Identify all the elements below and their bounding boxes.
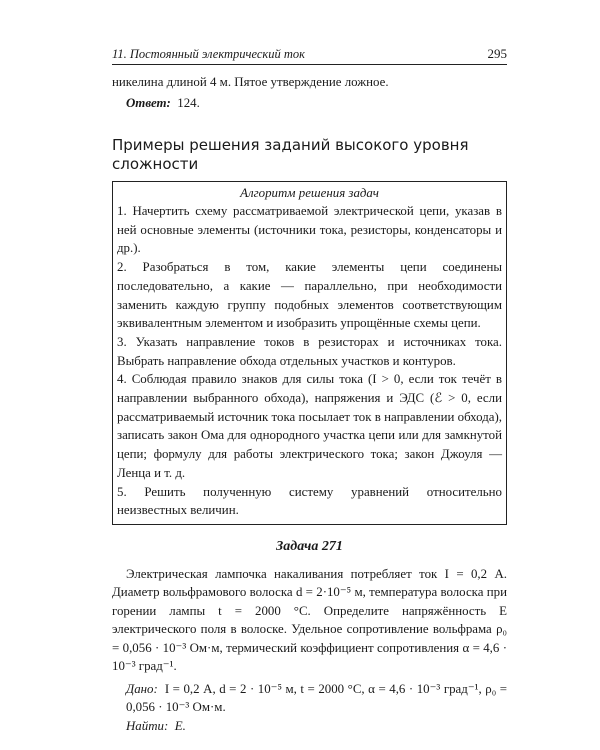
find-line bbox=[112, 717, 507, 736]
algorithm-box bbox=[112, 181, 507, 525]
page-number: 295 bbox=[487, 46, 507, 61]
answer-value: 124. bbox=[177, 95, 200, 110]
given-line bbox=[112, 680, 507, 717]
algorithm-step-1: 1. Начертить схему рассматриваемой электрической цепи, указав в ней основные элементы (источники тока, резисторы, конденсаторы и др.). bbox=[117, 204, 502, 256]
find-value: E. bbox=[174, 718, 186, 733]
running-header bbox=[112, 46, 507, 65]
algorithm-step-5: 5. Решить полученную систему уравнений относительно неизвестных величин. bbox=[117, 484, 502, 518]
task-title: Задача 271 bbox=[276, 538, 343, 554]
algorithm-step-2: 2. Разобраться в том, какие элементы цепи соединены последовательно, а какие — параллельно, при необходимости заменить каждую группу подобных элементов соответствующим эквивалентным элементом и изобразить упрощённые схемы цепи. bbox=[117, 260, 502, 331]
given-value: I = 0,2 А, d = 2 · 10⁻⁵ м, t = 2000 °С, α = 4,6 · 10⁻³ град⁻¹, ρ₀ = 0,056 · 10⁻³ Ом·м. bbox=[126, 681, 507, 715]
section-heading: 11. Постоянный электрический ток bbox=[112, 47, 306, 61]
algorithm-step-4: 4. Соблюдая правило знаков для силы тока (I > 0, если ток течёт в направлении выбранного обхода), напряжения и ЭДС (ℰ > 0, если рассматриваемый источник тока посылает ток в направлении обхода), записать закон Ома для однородного участка цепи или для замкнутой цепи; формулу для работы электрического тока; закон Джоуля — Ленца и т. д. bbox=[117, 372, 502, 480]
page bbox=[112, 46, 507, 735]
previous-text-end: никелина длиной 4 м. Пятое утверждение ложное. bbox=[112, 75, 389, 89]
algorithm-step-3: 3. Указать направление токов в резисторах и источниках тока. Выбрать направление обхода отдельных участков и контуров. bbox=[117, 334, 502, 368]
task-text: Электрическая лампочка накаливания потребляет ток I = 0,2 А. Диаметр вольфрамового волоска d = 2·10⁻⁵ м, температура волоска при горении лампы t = 2000 °С. Определите напряжённость E электрического поля в волоске. Удельное сопротивление вольфрама ρ₀ = 0,056 · 10⁻³ Ом·м, термический коэффициент сопротивления α = 4,6 · 10⁻³ град⁻¹. bbox=[112, 566, 507, 674]
answer-label: Ответ: bbox=[126, 95, 171, 110]
find-label: Найти: bbox=[126, 718, 169, 733]
answer-line bbox=[112, 94, 507, 113]
section-title: Примеры решения заданий высокого уровня сложности bbox=[112, 136, 469, 173]
algorithm-title: Алгоритм решения задач bbox=[240, 186, 379, 200]
given-label: Дано: bbox=[126, 681, 158, 696]
